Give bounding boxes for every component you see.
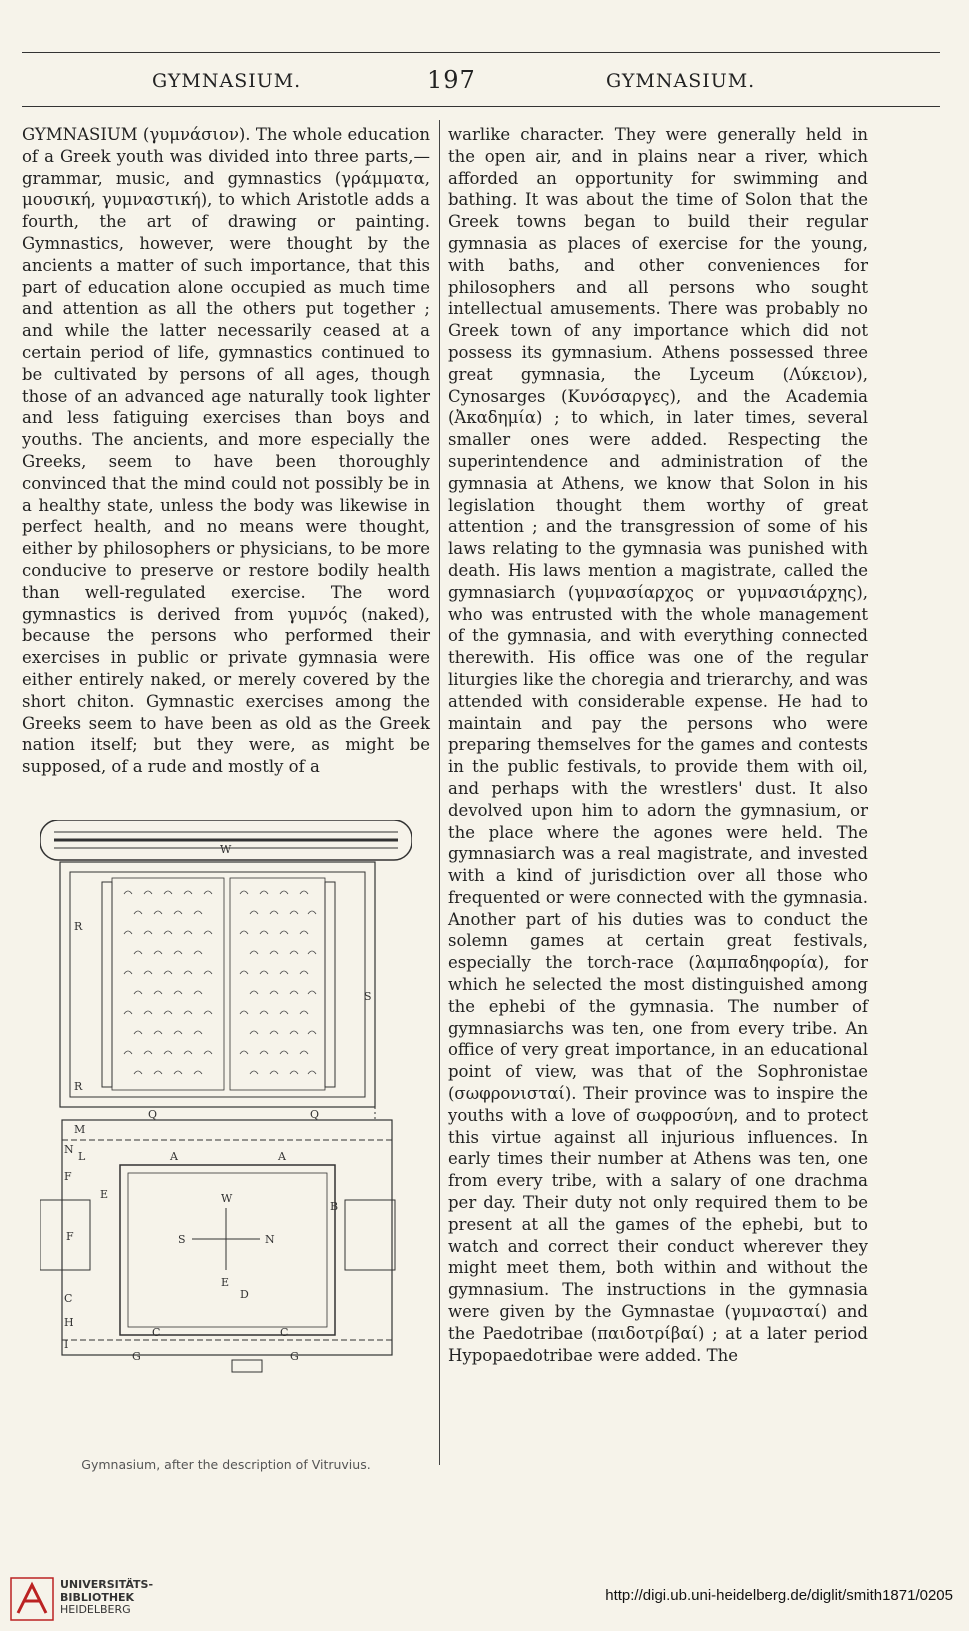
- top-rule: [22, 52, 940, 53]
- label-l: L: [78, 1150, 86, 1163]
- palaestra-outline: [62, 1120, 392, 1355]
- label-c3: C: [64, 1292, 73, 1305]
- gymnasium-plan-figure: [40, 820, 412, 1430]
- figure-caption: Gymnasium, after the description of Vitruvius.: [81, 1457, 371, 1472]
- label-g1: G: [132, 1350, 141, 1363]
- label-s: S: [364, 990, 372, 1003]
- column-divider: [439, 120, 440, 1465]
- left-column: [22, 124, 430, 778]
- compass-rose: [178, 1192, 275, 1301]
- label-c1: C: [152, 1326, 161, 1339]
- label-f1: F: [64, 1170, 72, 1183]
- header-right-title: GYMNASIUM.: [606, 70, 756, 92]
- library-line-1: UNIVERSITÄTS-: [60, 1578, 154, 1591]
- label-q1: Q: [148, 1108, 158, 1121]
- compass-w: S: [178, 1233, 186, 1246]
- label-f2: F: [66, 1230, 74, 1243]
- label-r2: R: [74, 1080, 83, 1093]
- page-number: 197: [427, 66, 476, 94]
- label-i: I: [64, 1338, 69, 1351]
- library-name: [60, 1579, 153, 1617]
- label-a2: A: [278, 1150, 286, 1163]
- compass-s: E: [221, 1276, 230, 1289]
- library-line-2: BIBLIOTHEK: [60, 1590, 135, 1604]
- right-column-text: warlike character. They were generally held in the open air, and in plains near a river, which afforded an opportunity for swimming and bathing. It was about the time of Solon that the Greek towns began to build their regular gymnasia as places of exercise for the young, with baths, and other conveniences for philosophers and all persons who sought intellectual amusements. There was probably no Greek town of any importance which did not possess its gymnasium. Athens possessed three great gymnasia, the Lyceum (Λύκειον), Cynosarges (Κυνόσαργες), and the Academia (Ἀκαδημία) ; to which, in later times, several smaller ones were added. Respecting the superintendence and administration of the gymnasia at Athens, we know that Solon in his legislation thought them worthy of great attention ; and the transgression of some of his laws relating to the gymnasia was punished with death. His laws mention a magistrate, called the gymnasiarch (γυμνασίαρχος or γυμνασιάρχης), who was entrusted with the whole management of the gymnasia, and with everything connected therewith. His office was one of the regular liturgies like the choregia and trierarchy, and was attended with considerable expense. He had to maintain and pay the persons who were preparing themselves for the games and contests in the public festivals, to provide them with oil, and perhaps with the wrestlers' dust. It also devolved upon him to adorn the gymnasium, or the place where the agones were held. The gymnasiarch was a real magistrate, and invested with a kind of jurisdiction over all those who frequented or were connected with the gymnasia. Another part of his duties was to conduct the solemn games at certain great festivals, especially the torch-race (λαμπαδηφορία), for which he selected the most distinguished among the ephebi of the gymnasia. The number of gymnasiarchs was ten, one from every tribe. An office of very great importance, in an educational point of view, was that of the Sophronistae (σωφρονισταί). Their province was to inspire the youths with a love of σωφροσύνη, and to protect this virtue against all injurious influences. In early times their number at Athens was ten, one from every tribe, with a salary of one drachma per day. Their duty not only required them to be present at all the games of the ephebi, but to watch and correct their conduct wherever they might meet them, both within and without the gymnasium. The instructions in the gymnasia were given by the Gymnastae (γυμνασταί) and the Paedotribae (παιδοτρίβαί) ; at a later period Hypopaedotribae were added. The: [448, 125, 868, 1365]
- header-left-title: GYMNASIUM.: [152, 70, 302, 92]
- left-column-text: GYMNASIUM (γυμνάσιον). The whole education of a Greek youth was divided into three parts,—grammar, music, and gymnastics (γράμματα, μουσική, γυμναστική), to which Aristotle adds a fourth, the art of drawing or painting. Gymnastics, however, were thought by the ancients a matter of such importance, that this part of education alone occupied as much time and attention as all the others put together ; and while the latter necessarily ceased at a certain period of life, gymnastics continued to be cultivated by persons of all ages, though those of an advanced age naturally took lighter and less fatiguing exercises than boys and youths. The ancients, and more especially the Greeks, seem to have been thoroughly convinced that the mind could not possibly be in a healthy state, unless the body was likewise in perfect health, and no means were thought, either by philosophers or physicians, to be more conducive to preserve or restore bodily health than well-regulated exercise. The word gymnastics is derived from γυμνός (naked), because the persons who performed their exercises in public or private gymnasia were either entirely naked, or merely covered by the short chiton. Gymnastic exercises among the Greeks seem to have been as old as the Greek nation itself; but they were, as might be supposed, of a rude and mostly of a: [22, 125, 430, 777]
- footer: [0, 1565, 969, 1631]
- compass-e: N: [265, 1233, 275, 1246]
- label-r1: R: [74, 920, 83, 933]
- label-h: H: [64, 1316, 74, 1329]
- compass-n: W: [221, 1192, 233, 1205]
- label-c2: C: [280, 1326, 289, 1339]
- label-m: M: [74, 1123, 86, 1136]
- running-header: [22, 66, 940, 100]
- label-b: B: [330, 1200, 339, 1213]
- label-n: N: [64, 1143, 74, 1156]
- source-url-link[interactable]: http://digi.ub.uni-heidelberg.de/diglit/smith1871/0205: [605, 1587, 953, 1604]
- label-a1: A: [170, 1150, 178, 1163]
- label-top-w: W: [220, 843, 232, 856]
- xystus-block: [60, 862, 375, 1107]
- header-rule: [22, 106, 940, 107]
- right-column: [448, 124, 868, 1366]
- university-library-logo-icon: [10, 1577, 54, 1621]
- library-line-3: HEIDELBERG: [60, 1603, 131, 1616]
- label-q2: Q: [310, 1108, 320, 1121]
- label-d: D: [240, 1288, 249, 1301]
- tree-pattern: [124, 891, 316, 1074]
- label-g2: G: [290, 1350, 299, 1363]
- label-e: E: [100, 1188, 109, 1201]
